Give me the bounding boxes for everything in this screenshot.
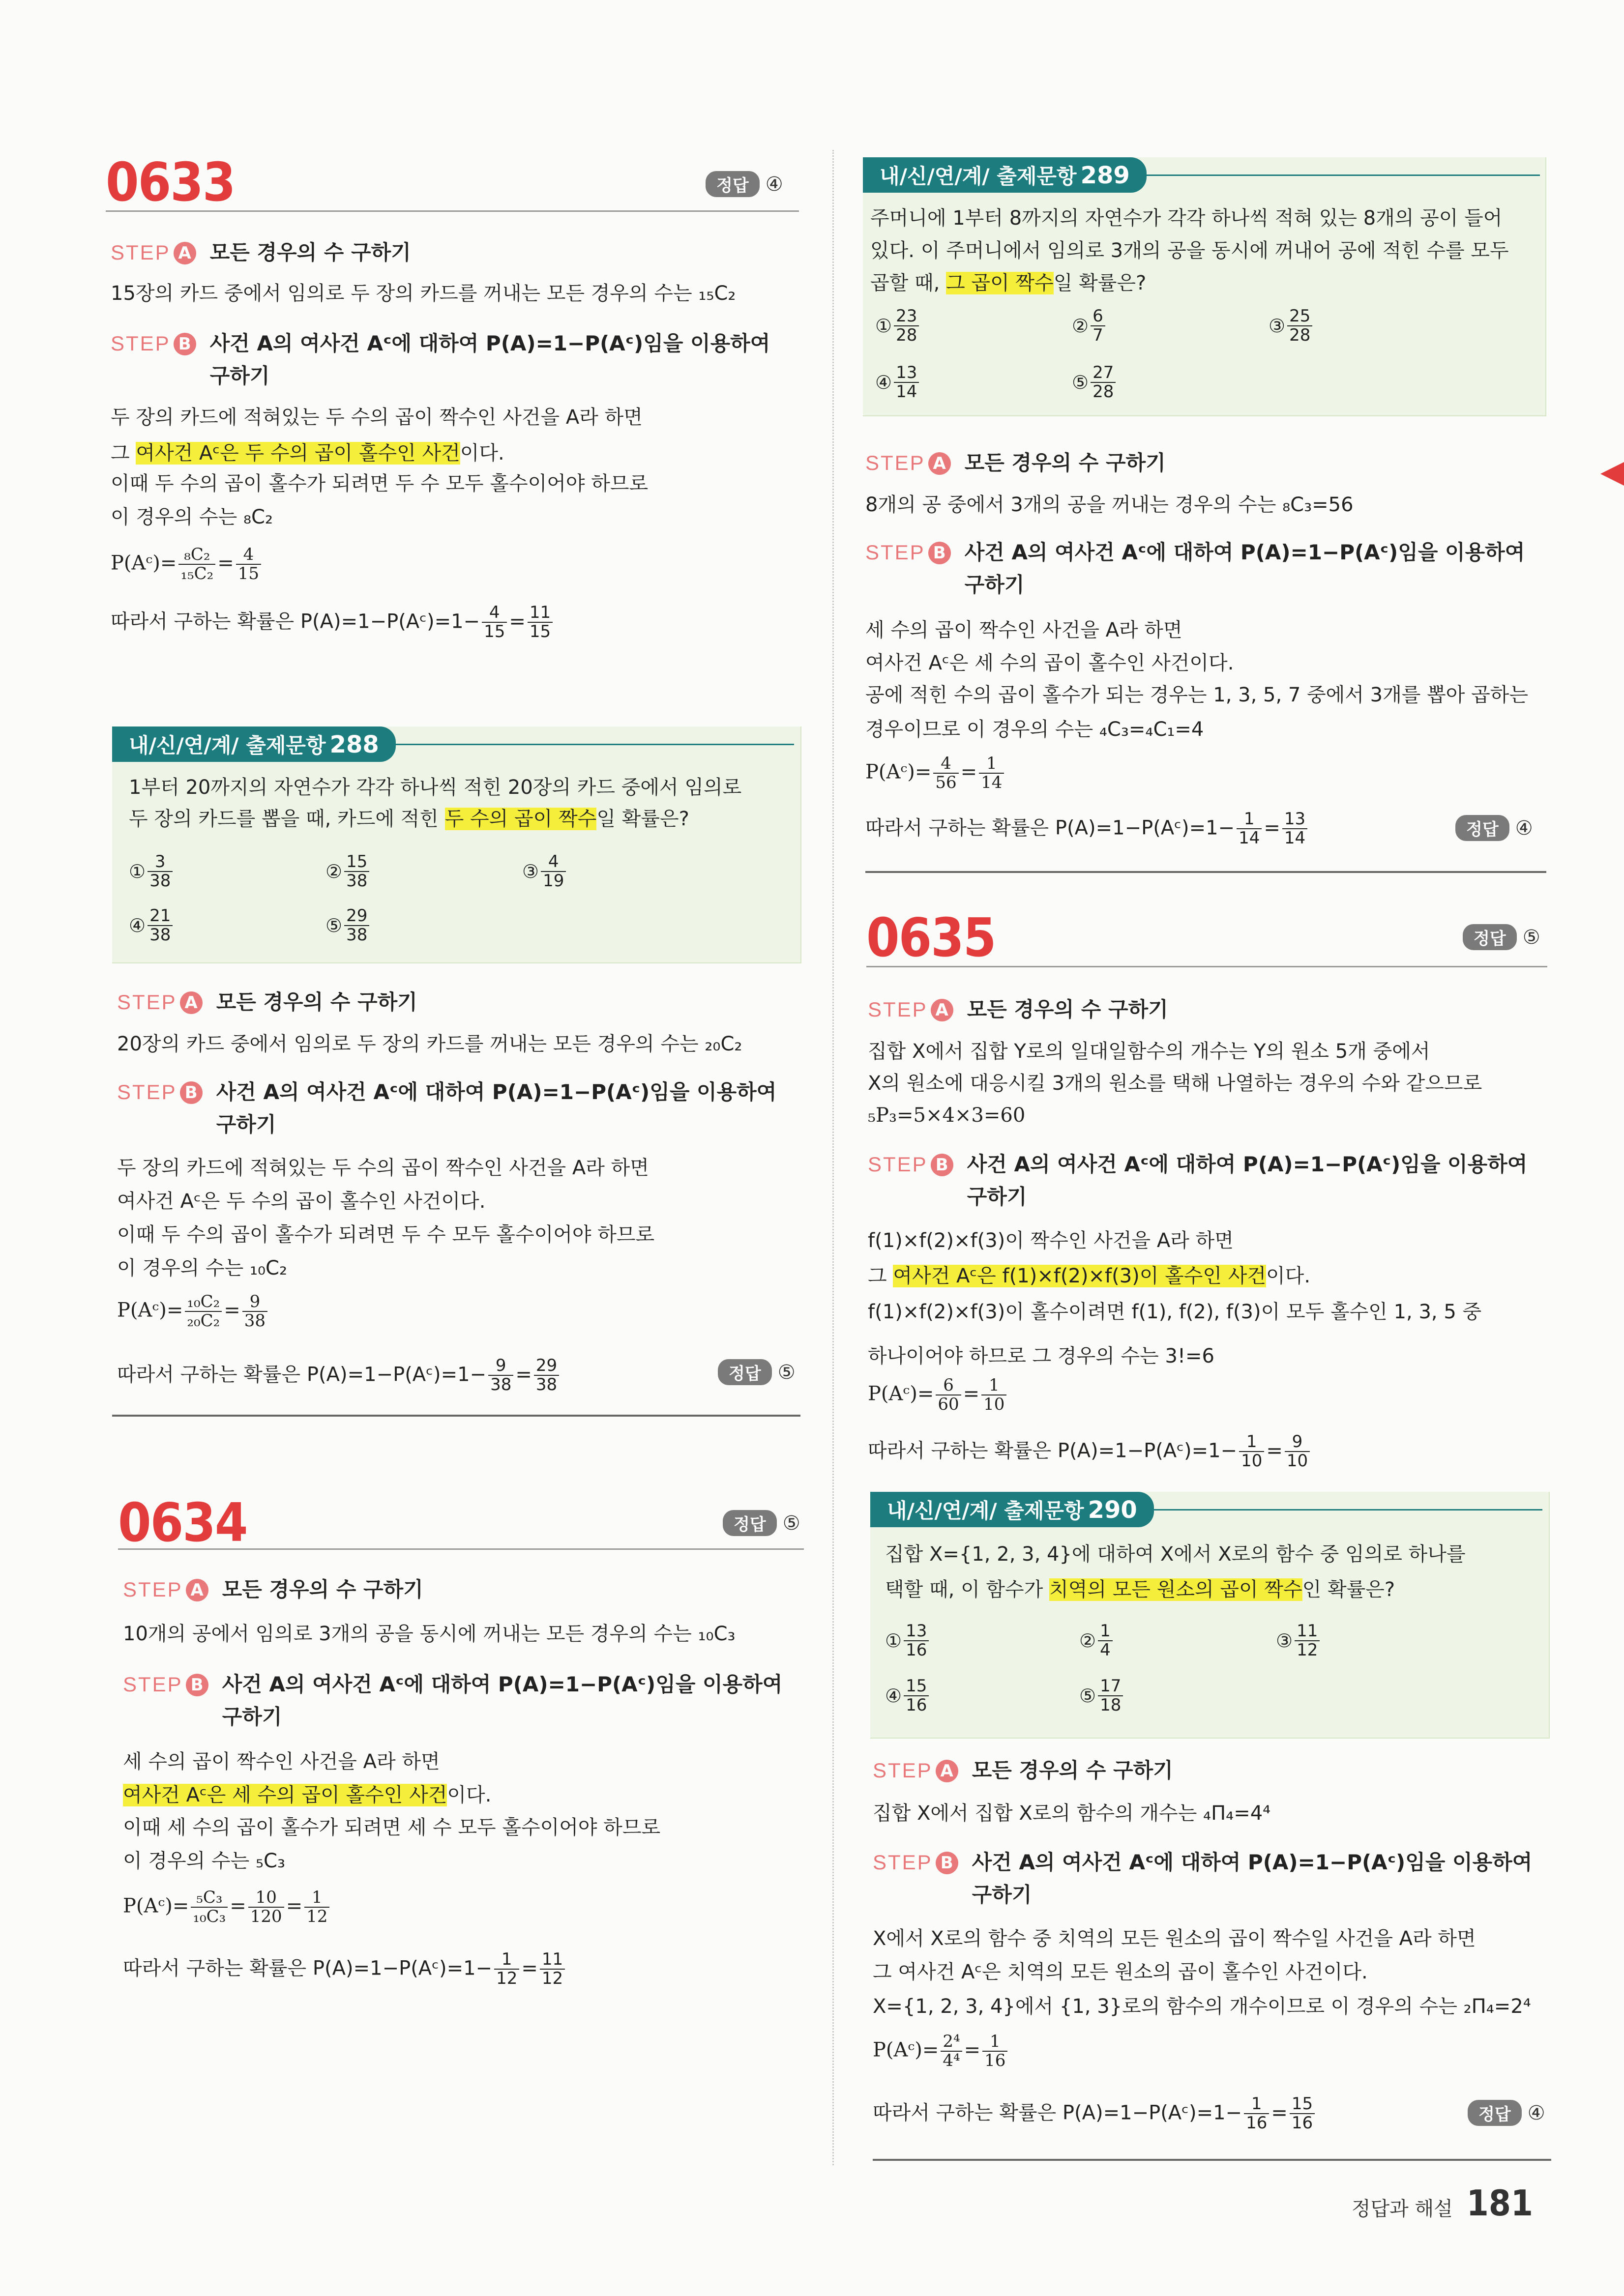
choice-1: ① $\frac{23}{28}$ [875, 307, 921, 345]
final-line: 따라서 구하는 확률은 P(A)=1−P(Aᶜ)=1− $\frac{1}{10}$ = $\frac{9}{10}$ [868, 1433, 1312, 1471]
answer-badge-289: 정답 ④ [1455, 815, 1533, 841]
step-b-288: STEP B 사건 A의 여사건 Aᶜ에 대하여 P(A)=1−P(Aᶜ)임을 이용하여 구하기 [117, 1080, 777, 1136]
choice-5: ⑤ $\frac{29}{38}$ [325, 907, 371, 945]
text-line: 그 여사건 Aᶜ은 두 수의 곱이 홀수인 사건이다. [111, 442, 504, 465]
text-line: 15장의 카드 중에서 임의로 두 장의 카드를 꺼내는 모든 경우의 수는 ₁₅C₂ [111, 282, 736, 305]
answer-badge-288: 정답 ⑤ [718, 1359, 796, 1385]
text-line: X={1, 2, 3, 4}에서 {1, 3}로의 함수의 개수이므로 이 경우의 수는 ₂Π₄=2⁴ [873, 1995, 1531, 2018]
text-line: 20장의 카드 중에서 임의로 두 장의 카드를 꺼내는 모든 경우의 수는 ₂₀C₂ [117, 1033, 742, 1055]
box-header-290: 내/신/연/계/ 출제문항 290 [870, 1492, 1542, 1527]
choice-4: ④ $\frac{13}{14}$ [875, 364, 921, 402]
choice-3: ③ $\frac{11}{12}$ [1276, 1622, 1322, 1660]
text-line: 이때 두 수의 곱이 홀수가 되려면 두 수 모두 홀수이어야 하므로 [117, 1223, 655, 1246]
text-line: 이 경우의 수는 ₁₀C₂ [117, 1257, 288, 1279]
header-rule [106, 210, 799, 212]
step-b-0635: STEP B 사건 A의 여사건 Aᶜ에 대하여 P(A)=1−P(Aᶜ)임을 이용하여 구하기 [868, 1152, 1528, 1209]
step-b-290: STEP B 사건 A의 여사건 Aᶜ에 대하여 P(A)=1−P(Aᶜ)임을 이용하여 구하기 [873, 1850, 1533, 1907]
formula-pac: P(Aᶜ)= $\frac{\text{2⁴}}{\text{4⁴}}$ = $\frac{1}{16}$ [873, 2033, 1009, 2070]
question-line: 주머니에 1부터 8까지의 자연수가 각각 하나씩 적혀 있는 8개의 공이 들어 [870, 207, 1503, 230]
final-line: 따라서 구하는 확률은 P(A)=1−P(Aᶜ)=1− $\frac{1}{16}$ = $\frac{15}{16}$ [873, 2095, 1317, 2133]
text-line: X에서 X로의 함수 중 치역의 모든 원소의 곱이 짝수일 사건을 A라 하면 [873, 1927, 1476, 1950]
text-line: f(1)×f(2)×f(3)이 홀수이려면 f(1), f(2), f(3)이 모두 홀수인 1, 3, 5 중 [868, 1301, 1482, 1323]
choice-5: ⑤ $\frac{17}{18}$ [1079, 1677, 1125, 1715]
step-b-0634: STEP B 사건 A의 여사건 Aᶜ에 대하여 P(A)=1−P(Aᶜ)임을 이용하여 구하기 [123, 1672, 783, 1729]
answer-badge-0635: 정답 ⑤ [1463, 924, 1540, 950]
problem-number-0635: 0635 [866, 907, 996, 969]
text-line: 세 수의 곱이 짝수인 사건을 A라 하면 [865, 619, 1182, 641]
choice-2: ② $\frac{6}{7}$ [1072, 307, 1107, 345]
question-line: 두 장의 카드를 뽑을 때, 카드에 적힌 두 수의 곱이 짝수일 확률은? [129, 808, 689, 830]
text-line: 그 여사건 Aᶜ은 f(1)×f(2)×f(3)이 홀수인 사건이다. [868, 1265, 1311, 1287]
text-line: 이 경우의 수는 ₅C₃ [123, 1850, 285, 1872]
highlight: 여사건 Aᶜ은 f(1)×f(2)×f(3)이 홀수인 사건 [893, 1265, 1267, 1287]
column-divider [832, 150, 834, 2165]
text-line: f(1)×f(2)×f(3)이 짝수인 사건을 A라 하면 [868, 1229, 1234, 1252]
text-line: 집합 X에서 집합 X로의 함수의 개수는 ₄Π₄=4⁴ [873, 1802, 1271, 1825]
answer-badge-0633 [706, 171, 783, 197]
step-a-290: STEP A 모든 경우의 수 구하기 [873, 1758, 1173, 1782]
box-header-288: 내/신/연/계/ 출제문항 288 [112, 727, 794, 762]
step-a-0635: STEP A 모든 경우의 수 구하기 [868, 997, 1168, 1021]
final-line: 따라서 구하는 확률은 P(A)=1−P(Aᶜ)=1− $\frac{9}{38}$ = $\frac{29}{38}$ [117, 1357, 561, 1395]
formula-pac: P(Aᶜ)= $\frac{6}{60}$ = $\frac{1}{10}$ [868, 1376, 1008, 1414]
question-line: 택할 때, 이 함수가 치역의 모든 원소의 곱이 짝수인 확률은? [885, 1578, 1395, 1601]
question-line: 곱할 때, 그 곱이 짝수일 확률은? [870, 272, 1147, 294]
question-line: 있다. 이 주머니에서 임의로 3개의 공을 동시에 꺼내어 공에 적힌 수를 모두 [870, 239, 1509, 262]
final-line: 따라서 구하는 확률은 P(A)=1−P(Aᶜ)=1− $\frac{4}{15}$ = $\frac{11}{15}$ [111, 604, 555, 641]
highlight: 두 수의 곱이 짝수 [444, 808, 597, 830]
choice-3: ③ $\frac{25}{28}$ [1269, 307, 1314, 345]
text-line: 그 여사건 Aᶜ은 치역의 모든 원소의 곱이 홀수인 사건이다. [873, 1961, 1368, 1983]
section-rule [873, 2159, 1551, 2161]
choice-4: ④ $\frac{15}{16}$ [885, 1677, 931, 1715]
text-line: 이때 세 수의 곱이 홀수가 되려면 세 수 모두 홀수이어야 하므로 [123, 1816, 661, 1839]
text-line: 이때 두 수의 곱이 홀수가 되려면 두 수 모두 홀수이어야 하므로 [111, 472, 649, 495]
formula-pac: P(Aᶜ)= $\frac{\text{₅C₃}}{\text{₁₀C₃}}$ = $\frac{10}{120}$ = $\frac{1}{12}$ [123, 1889, 331, 1926]
step-a-0633: STEP A 모든 경우의 수 구하기 [111, 240, 411, 264]
formula-pac: P(Aᶜ)= $\frac{\text{₁₀C₂}}{\text{₂₀C₂}}$ = $\frac{9}{38}$ [117, 1293, 269, 1331]
formula-pac: P(Aᶜ)= $\frac{\text{₈C₂}}{\text{₁₅C₂}}$ = $\frac{4}{15}$ [111, 546, 263, 583]
footer-label: 정답과 해설 [1351, 2198, 1453, 2220]
linked-problem-box-290 [870, 1492, 1550, 1739]
header-rule [866, 966, 1547, 967]
question-line: 집합 X={1, 2, 3, 4}에 대하여 X에서 X로의 함수 중 임의로 하나를 [885, 1543, 1466, 1566]
highlight: 여사건 Aᶜ은 두 수의 곱이 홀수인 사건 [136, 442, 460, 465]
choice-2: ② $\frac{1}{4}$ [1079, 1622, 1115, 1660]
answer-value: ④ [765, 173, 783, 196]
problem-number-0633: 0633 [106, 152, 235, 213]
highlight: 치역의 모든 원소의 곱이 짝수 [1049, 1578, 1302, 1601]
step-b-289: STEP B 사건 A의 여사건 Aᶜ에 대하여 P(A)=1−P(Aᶜ)임을 이용하여 구하기 [865, 540, 1525, 597]
page-edge-marker [1600, 462, 1624, 486]
answer-badge-0634: 정답 ⑤ [723, 1510, 800, 1536]
section-rule [112, 1415, 800, 1417]
text-line: 두 장의 카드에 적혀있는 두 수의 곱이 짝수인 사건을 A라 하면 [111, 406, 643, 429]
step-a-0634: STEP A 모든 경우의 수 구하기 [123, 1577, 423, 1601]
header-rule [118, 1548, 804, 1550]
box-header-289: 내/신/연/계/ 출제문항 289 [863, 157, 1540, 193]
text-line: 하나이어야 하므로 그 경우의 수는 3!=6 [868, 1345, 1214, 1367]
page-number: 181 [1466, 2182, 1533, 2224]
text-line: 여사건 Aᶜ은 두 수의 곱이 홀수인 사건이다. [117, 1190, 486, 1213]
section-rule [865, 871, 1546, 873]
text-line: 여사건 Aᶜ은 세 수의 곱이 홀수인 사건이다. [865, 652, 1234, 674]
highlight: 여사건 Aᶜ은 세 수의 곱이 홀수인 사건 [123, 1784, 447, 1806]
question-line: 1부터 20까지의 자연수가 각각 하나씩 적힌 20장의 카드 중에서 임의로 [129, 776, 742, 799]
text-line: 경우이므로 이 경우의 수는 ₄C₃=₄C₁=4 [865, 718, 1204, 741]
choice-1: ① $\frac{3}{38}$ [129, 853, 175, 891]
formula-pac: P(Aᶜ)= $\frac{4}{56}$ = $\frac{1}{14}$ [865, 755, 1006, 792]
step-a-288: STEP A 모든 경우의 수 구하기 [117, 990, 417, 1014]
step-b-0633: STEP B 사건 A의 여사건 Aᶜ에 대하여 P(A)=1−P(Aᶜ)임을 이용하여 구하기 [111, 331, 770, 388]
answer-badge-290: 정답 ④ [1468, 2100, 1545, 2126]
text-line: 8개의 공 중에서 3개의 공을 꺼내는 경우의 수는 ₈C₃=56 [865, 494, 1354, 516]
step-a-289: STEP A 모든 경우의 수 구하기 [865, 451, 1166, 475]
choice-5: ⑤ $\frac{27}{28}$ [1072, 364, 1118, 402]
choice-1: ① $\frac{13}{16}$ [885, 1622, 931, 1660]
text-line: 두 장의 카드에 적혀있는 두 수의 곱이 짝수인 사건을 A라 하면 [117, 1157, 649, 1179]
text-line: X의 원소에 대응시킬 3개의 원소를 택해 나열하는 경우의 수와 같으므로 [868, 1072, 1482, 1095]
text-line: 이 경우의 수는 ₈C₂ [111, 506, 273, 528]
highlight: 그 곱이 짝수 [946, 272, 1054, 294]
text-line: ₅P₃=5×4×3=60 [868, 1104, 1026, 1127]
choice-4: ④ $\frac{21}{38}$ [129, 907, 175, 945]
text-line: 세 수의 곱이 짝수인 사건을 A라 하면 [123, 1750, 440, 1773]
text-line: 10개의 공에서 임의로 3개의 공을 동시에 꺼내는 모든 경우의 수는 ₁₀C₃ [123, 1623, 736, 1645]
problem-number-0634: 0634 [118, 1492, 247, 1554]
choice-3: ③ $\frac{4}{19}$ [522, 853, 568, 891]
choice-2: ② $\frac{15}{38}$ [325, 853, 371, 891]
linked-problem-box-288 [112, 727, 801, 963]
page-footer [1352, 2182, 1533, 2224]
text-line: 집합 X에서 집합 Y로의 일대일함수의 개수는 Y의 원소 5개 중에서 [868, 1040, 1430, 1063]
answer-tag: 정답 [706, 171, 760, 197]
text-line: 여사건 Aᶜ은 세 수의 곱이 홀수인 사건이다. [123, 1784, 492, 1806]
final-line: 따라서 구하는 확률은 P(A)=1−P(Aᶜ)=1− $\frac{1}{14}$ = $\frac{13}{14}$ [865, 810, 1309, 848]
text-line: 공에 적힌 수의 곱이 홀수가 되는 경우는 1, 3, 5, 7 중에서 3개를 뽑아 곱하는 [865, 684, 1529, 706]
final-line: 따라서 구하는 확률은 P(A)=1−P(Aᶜ)=1− $\frac{1}{12}$ = $\frac{11}{12}$ [123, 1950, 567, 1988]
